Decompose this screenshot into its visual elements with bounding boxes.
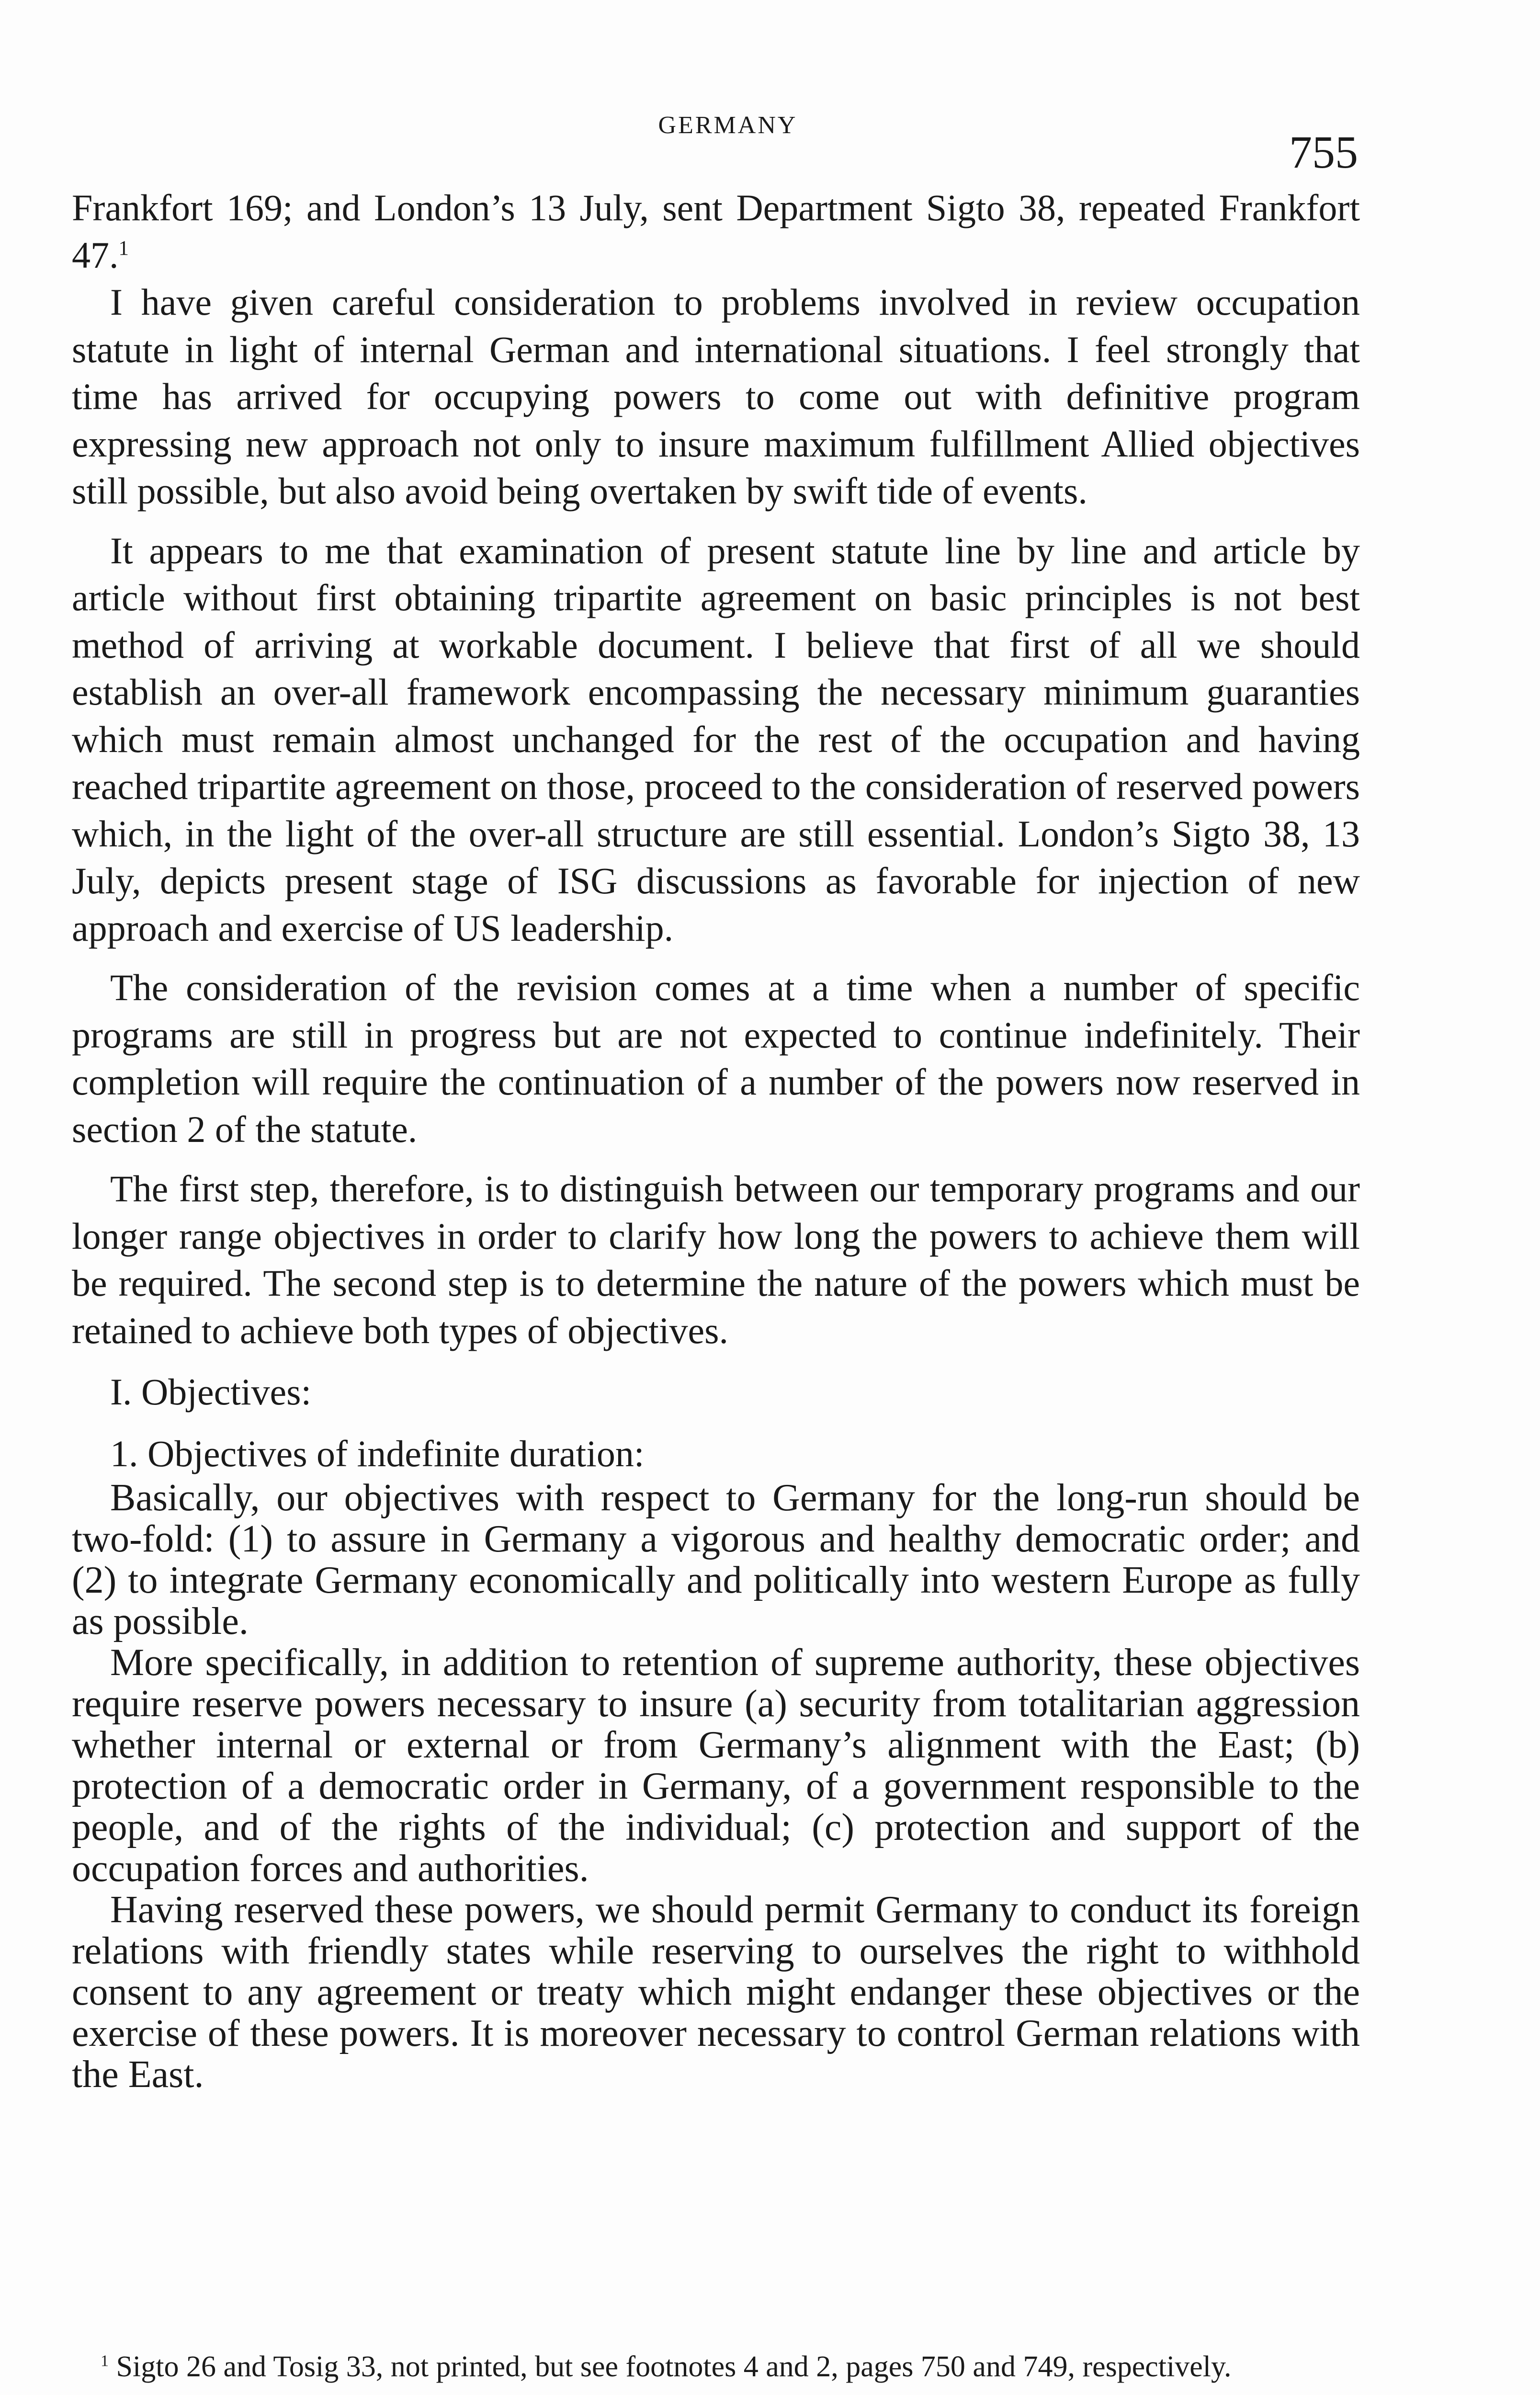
paragraph: Basically, our objectives with respect to Germany for the long-run should be two-fold: (1) to assure in Germany a vigorous and healthy democratic order; and (2) to integrate Germany economically and politically into western Europe as fully as possible. [72,1477,1360,1642]
paragraph-text: Frankfort 169; and London’s 13 July, sent Department Sigto 38, repeated Frankfort 47. [72,187,1360,276]
page-number: 755 [1289,126,1358,178]
footnote-marker: 1 [101,2352,109,2370]
paragraph: The first step, therefore, is to distinguish between our temporary programs and our longer range objectives in order to clarify how long the powers to achieve them will be required. The second step is to determine the nature of the powers which must be retained to achieve both types of objectives. [72,1168,1360,1351]
paragraph-continuation [72,184,1360,279]
paragraph: The consideration of the revision comes at a time when a number of specific programs are still in progress but are not expected to continue indefinitely. Their completion will require the continuation of a number of the powers now reserved in section 2 of the statute. [72,967,1360,1150]
body-text [72,184,1360,2095]
footnote [72,2349,1360,2384]
footnote-text: Sigto 26 and Tosig 33, not printed, but see footnotes 4 and 2, pages 750 and 749, respectively. [116,2350,1232,2383]
subsection-heading: 1. Objectives of indefinite duration: [110,1432,645,1474]
footnote-reference: 1 [118,237,129,260]
section-heading: I. Objectives: [110,1371,312,1413]
paragraph: I have given careful consideration to problems involved in review occupation statute in light of internal German and international situations. I feel strongly that time has arrived for occupying powers to come out with definitive program expressing new approach not only to insure maximum fulfillment Allied objectives still possible, but also avoid being overtaken by swift tide of events. [72,281,1360,512]
paragraph: More specifically, in addition to retention of supreme authority, these objectives require reserve powers necessary to insure (a) security from totalitarian aggression whether internal or external or from Germany’s alignment with the East; (b) protection of a democratic order in Germany, of a government responsible to the people, and of the rights of the individual; (c) protection and support of the occupation forces and authorities. [72,1642,1360,1890]
dense-block [72,1477,1360,2095]
paragraph: It appears to me that examination of present statute line by line and article by article without first obtaining tripartite agreement on basic principles is not best method of arriving at workable document. I believe that first of all we should establish an over-all framework encompassing the necessary minimum guaranties which must remain almost unchanged for the rest of the occupation and having reached tripartite agreement on those, proceed to the consideration of reserved powers which, in the light of the over-all structure are still essential. London’s Sigto 38, 13 July, depicts present stage of ISG discussions as favorable for injection of new approach and exercise of US leadership. [72,529,1360,949]
paragraph: Having reserved these powers, we should permit Germany to conduct its foreign relations with friendly states while reserving to ourselves the right to withhold consent to any agreement or treaty which might endanger these objectives or the exercise of these powers. It is moreover necessary to control German relations with the East. [72,1889,1360,2096]
running-head: GERMANY [658,112,798,139]
